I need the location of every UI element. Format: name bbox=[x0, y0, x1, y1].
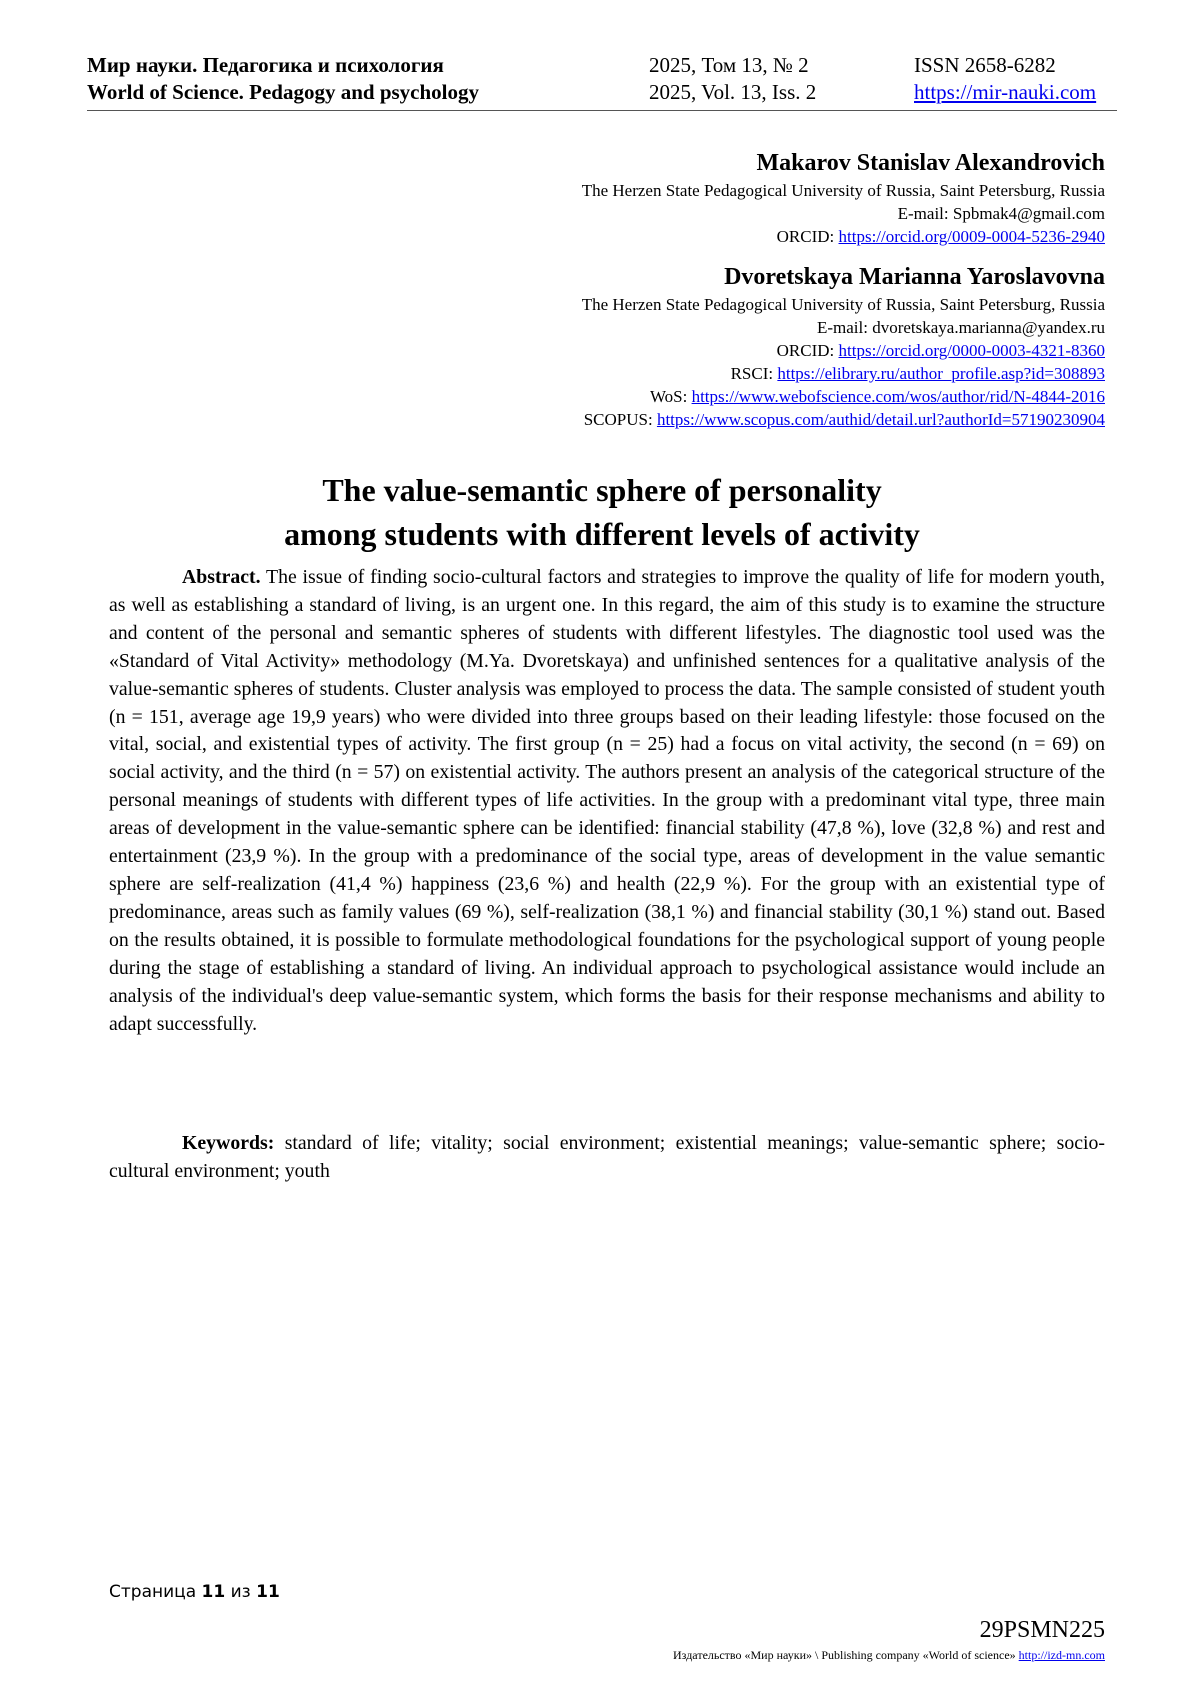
publisher-text: Издательство «Мир науки» \ Publishing company «World of science» bbox=[673, 1648, 1019, 1662]
journal-site-link[interactable]: https://mir-nauki.com bbox=[914, 80, 1097, 104]
issue-en: 2025, Vol. 13, Iss. 2 bbox=[649, 80, 817, 104]
page-of: из bbox=[225, 1582, 257, 1602]
journal-name-en: World of Science. Pedagogy and psychology bbox=[87, 80, 480, 104]
abstract bbox=[109, 564, 1105, 1038]
title-line-1: The value-semantic sphere of personality bbox=[322, 472, 882, 508]
author-rsci bbox=[345, 362, 1105, 385]
keywords bbox=[109, 1130, 1105, 1186]
author-1 bbox=[345, 148, 1105, 248]
authors-block bbox=[345, 148, 1105, 445]
author-affiliation: The Herzen State Pedagogical University of Russia, Saint Petersburg, Russia bbox=[581, 181, 1105, 200]
publisher-line bbox=[673, 1648, 1105, 1663]
keywords-text: standard of life; vitality; social environment; existential meanings; value-semantic sphere; socio-cultural environment; youth bbox=[109, 1132, 1105, 1182]
orcid-label: ORCID: bbox=[776, 341, 839, 360]
wos-link[interactable]: https://www.webofscience.com/wos/author/rid/N-4844-2016 bbox=[691, 387, 1105, 406]
journal-name-ru: Мир науки. Педагогика и психология bbox=[87, 53, 444, 77]
page-prefix: Страница bbox=[109, 1582, 202, 1602]
author-scopus bbox=[345, 408, 1105, 431]
orcid-link[interactable]: https://orcid.org/0009-0004-5236-2940 bbox=[838, 227, 1105, 246]
issn-info bbox=[914, 52, 1096, 106]
orcid-label: ORCID: bbox=[776, 227, 839, 246]
page-total: 11 bbox=[256, 1582, 280, 1602]
author-orcid bbox=[345, 339, 1105, 362]
page-current: 11 bbox=[201, 1582, 226, 1602]
article-title bbox=[87, 468, 1117, 556]
author-email: E-mail: dvoretskaya.marianna@yandex.ru bbox=[816, 318, 1105, 337]
issue-info bbox=[649, 52, 816, 106]
keywords-label: Keywords: bbox=[182, 1132, 275, 1154]
publisher-link[interactable]: http://izd-mn.com bbox=[1018, 1648, 1105, 1662]
rsci-label: RSCI: bbox=[730, 364, 778, 383]
orcid-link[interactable]: https://orcid.org/0000-0003-4321-8360 bbox=[838, 341, 1105, 360]
abstract-label: Abstract. bbox=[182, 566, 261, 588]
page-number bbox=[109, 1582, 280, 1602]
author-orcid bbox=[345, 225, 1105, 248]
issue-ru: 2025, Том 13, № 2 bbox=[649, 53, 809, 77]
author-email: E-mail: Spbmak4@gmail.com bbox=[897, 204, 1105, 223]
title-line-2: among students with different levels of activity bbox=[284, 516, 920, 552]
journal-names bbox=[87, 52, 479, 106]
author-2 bbox=[345, 262, 1105, 431]
article-code: 29PSMN225 bbox=[979, 1617, 1105, 1643]
abstract-text: The issue of finding socio-cultural factors and strategies to improve the quality of life for modern youth, as well as establishing a standard of living, is an urgent one. In this regard, the aim of this study is to examine the structure and content of the personal and semantic spheres of students with different lifestyles. The diagnostic tool used was the «Standard of Vital Activity» methodology (M.Ya. Dvoretskaya) and unfinished sentences for a qualitative analysis of the value-semantic spheres of students. Cluster analysis was employed to process the data. The sample consisted of student youth (n = 151, average age 19,9 years) who were divided into three groups based on their leading lifestyle: those focused on the vital, social, and existential types of activity. The first group (n = 25) had a focus on vital activity, the second (n = 69) on social activity, and the third (n = 57) on existential activity. The authors present an analysis of the categorical structure of the personal meanings of students with different types of life activities. In the group with a predominant vital type, three main areas of development in the value-semantic sphere can be identified: financial stability (47,8 %), love (32,8 %) and rest and entertainment (23,9 %). In the group with a predominance of the social type, areas of development in the value semantic sphere are self-realization (41,4 %) happiness (23,6 %) and health (22,9 %). For the group with an existential type of predominance, areas such as family values (69 %), self-realization (38,1 %) and financial stability (30,1 %) stand out. Based on the results obtained, it is possible to formulate methodological foundations for the psychological support of young people during the stage of establishing a standard of living. An individual approach to psychological assistance would include an analysis of the individual's deep value-semantic system, which forms the basis for their response mechanisms and ability to adapt successfully. bbox=[109, 566, 1105, 1035]
rsci-link[interactable]: https://elibrary.ru/author_profile.asp?id=308893 bbox=[777, 364, 1105, 383]
author-wos bbox=[345, 385, 1105, 408]
scopus-link[interactable]: https://www.scopus.com/authid/detail.url?authorId=57190230904 bbox=[656, 410, 1105, 429]
author-name: Dvoretskaya Marianna Yaroslavovna bbox=[724, 264, 1105, 290]
issn: ISSN 2658-6282 bbox=[914, 53, 1056, 77]
wos-label: WoS: bbox=[649, 387, 692, 406]
journal-header bbox=[87, 52, 1117, 111]
scopus-label: SCOPUS: bbox=[583, 410, 657, 429]
author-affiliation: The Herzen State Pedagogical University of Russia, Saint Petersburg, Russia bbox=[581, 295, 1105, 314]
author-name: Makarov Stanislav Alexandrovich bbox=[756, 150, 1105, 176]
